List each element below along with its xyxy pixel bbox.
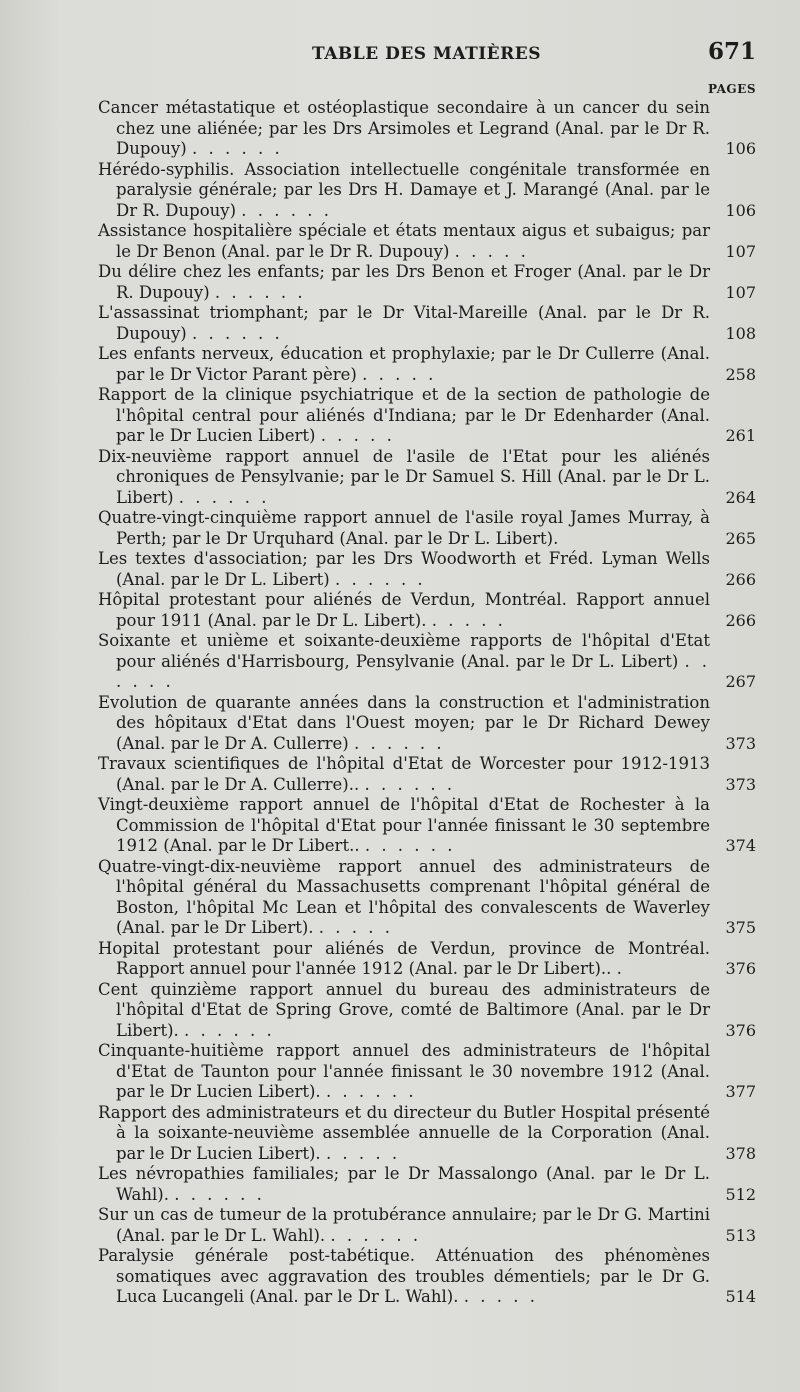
toc-entry [98, 303, 756, 344]
toc-entry [98, 980, 756, 1042]
leader-dots: . . . . . [454, 241, 529, 261]
toc-entry [98, 1164, 756, 1205]
entry-title: Soixante et unième et soixante-deuxième rapports de l'hôpital d'Etat pour aliénés d'Harrisbourg, Pensylvanie (Anal. par le Dr L. Libert) [98, 631, 710, 671]
toc-entry [98, 1246, 756, 1308]
entry-title: Hôpital protestant pour aliénés de Verdun, Montréal. Rapport annuel pour 1911 (Anal. par le Dr L. Libert). [98, 590, 710, 630]
entry-page: 266 [725, 610, 756, 630]
leader-dots: . . . . . . [364, 774, 456, 794]
table-of-contents [98, 98, 756, 1308]
entry-page: 107 [725, 241, 756, 261]
leader-dots: . . . . . . [330, 1225, 422, 1245]
entry-page: 265 [725, 528, 756, 548]
entry-title: Dix-neuvième rapport annuel de l'asile de l'Etat pour les aliénés chroniques de Pensylvanie; par le Dr Samuel S. Hill (Anal. par le Dr L. Libert) [98, 446, 710, 507]
entry-title: Du délire chez les enfants; par les Drs Benon et Froger (Anal. par le Dr R. Dupouy) [98, 262, 710, 302]
leader-dots: . . . . . . [184, 1020, 275, 1040]
leader-dots: . . . . . [318, 918, 393, 937]
toc-entry [98, 754, 756, 795]
leader-dots: . . . . . [362, 364, 437, 384]
leader-dots: . . . . . . [334, 569, 426, 589]
leader-dots: . . . . . . [325, 1082, 417, 1101]
entry-title: Vingt-deuxième rapport annuel de l'hôpital d'Etat de Rochester à la Commission de l'hôpital d'Etat pour l'année finissant le 30 septembre 1912 (Anal. par le Dr Libert.. [98, 795, 710, 855]
toc-entry [98, 795, 756, 857]
entry-page: 373 [725, 733, 756, 753]
entry-page: 374 [725, 836, 756, 855]
toc-entry [98, 344, 756, 385]
entry-title: Cent quinzième rapport annuel du bureau des administrateurs de l'hôpital d'Etat de Spring Grove, comté de Baltimore (Anal. par le Dr Libert). [98, 979, 710, 1040]
leader-dots: . . . . . . [192, 323, 283, 343]
leader-dots: . . . . . . [116, 651, 710, 691]
entry-page: 108 [725, 323, 756, 343]
page-number: 671 [707, 38, 756, 65]
entry-title: Paralysie générale post-tabétique. Atténuation des phénomènes somatiques avec aggravation des troubles démentiels; par le Dr G. Luca Lucangeli (Anal. par le Dr L. Wahl). [98, 1246, 710, 1306]
entry-page: 376 [725, 959, 756, 978]
leader-dots: . . . . . [431, 610, 506, 630]
entry-title: Assistance hospitalière spéciale et états mentaux aigus et subaigus; par le Dr Benon (Anal. par le Dr R. Dupouy) [98, 221, 710, 261]
leader-dots: . . . . . [320, 426, 395, 445]
entry-title: Rapport de la clinique psychiatrique et de la section de pathologie de l'hôpital central pour aliénés d'Indiana; par le Dr Edenharder (Anal. par le Dr Lucien Libert) [98, 385, 710, 445]
toc-entry [98, 221, 756, 262]
entry-title: Hopital protestant pour aliénés de Verdun, province de Montréal. Rapport annuel pour l'année 1912 (Anal. par le Dr Libert).. [98, 938, 710, 978]
entry-page: 373 [725, 774, 756, 794]
entry-title: Les enfants nerveux, éducation et prophylaxie; par le Dr Cullerre (Anal. par le Dr Victor Parant père) [98, 344, 710, 384]
toc-entry [98, 631, 756, 693]
toc-entry [98, 262, 756, 303]
entry-title: Sur un cas de tumeur de la protubérance annulaire; par le Dr G. Martini (Anal. par le Dr L. Wahl). [98, 1205, 710, 1245]
entry-page: 378 [725, 1143, 756, 1163]
leader-dots: . . . . . . [178, 487, 270, 507]
leader-dots: . . . . . . [174, 1184, 265, 1204]
leader-dots: . [616, 959, 625, 978]
toc-entry [98, 590, 756, 631]
entry-page: 376 [725, 1020, 756, 1040]
entry-title: Hérédo-syphilis. Association intellectuelle congénitale transformée en paralysie générale; par les Drs H. Damaye et J. Marangé (Anal. par le Dr R. Dupouy) [98, 159, 710, 220]
entry-page: 513 [725, 1225, 756, 1245]
entry-page: 106 [725, 139, 756, 158]
entry-page: 514 [725, 1287, 756, 1306]
toc-entry [98, 857, 756, 939]
entry-page: 106 [725, 200, 756, 220]
toc-entry [98, 160, 756, 222]
leader-dots: . . . . . [463, 1287, 538, 1306]
toc-entry [98, 1205, 756, 1246]
entry-title: Cancer métastatique et ostéoplastique secondaire à un cancer du sein chez une aliénée; par les Drs Arsimoles et Legrand (Anal. par le Dr R. Dupouy) [98, 98, 710, 158]
entry-page: 267 [725, 672, 756, 691]
entry-page: 261 [725, 426, 756, 445]
leader-dots: . . . . . . [214, 282, 306, 302]
toc-entry [98, 549, 756, 590]
entry-page: 512 [725, 1184, 756, 1204]
entry-page: 266 [725, 569, 756, 589]
entry-title: Cinquante-huitième rapport annuel des administrateurs de l'hôpital d'Etat de Taunton pour l'année finissant le 30 novembre 1912 (Anal. par le Dr Lucien Libert). [98, 1041, 710, 1101]
running-title: TABLE DES MATIÈRES [312, 44, 542, 64]
pages-column-label: PAGES [707, 82, 756, 96]
entry-title: Travaux scientifiques de l'hôpital d'Etat de Worcester pour 1912-1913 (Anal. par le Dr A. Cullerre).. [98, 754, 710, 794]
entry-title: Les textes d'association; par les Drs Woodworth et Fréd. Lyman Wells (Anal. par le Dr L. Libert) [98, 549, 710, 589]
entry-page: 377 [725, 1082, 756, 1101]
leader-dots: . . . . . . [241, 200, 332, 220]
leader-dots: . . . . . [325, 1143, 401, 1163]
toc-entry [98, 693, 756, 755]
toc-entry [98, 385, 756, 447]
page-header [98, 34, 756, 74]
entry-title: Evolution de quarante années dans la construction et l'administration des hôpitaux d'Etat dans l'Ouest moyen; par le Dr Richard Dewey (Anal. par le Dr A. Cullerre) [98, 692, 710, 753]
entry-page: 258 [725, 364, 756, 384]
toc-entry [98, 1103, 756, 1165]
entry-page: 264 [725, 487, 756, 507]
entry-title: Rapport des administrateurs et du directeur du Butler Hospital présenté à la soixante-neuvième assemblée annuelle de la Corporation (Anal. par le Dr Lucien Libert). [98, 1102, 710, 1163]
entry-title: Les névropathies familiales; par le Dr Massalongo (Anal. par le Dr L. Wahl). [98, 1164, 710, 1204]
entry-title: L'assassinat triomphant; par le Dr Vital-Mareille (Anal. par le Dr R. Dupouy) [98, 303, 710, 343]
leader-dots: . . . . . . [353, 733, 445, 753]
entry-page: 375 [725, 918, 756, 937]
toc-entry [98, 1041, 756, 1103]
toc-entry [98, 447, 756, 509]
toc-entry [98, 98, 756, 160]
toc-entry [98, 508, 756, 549]
entry-page: 107 [725, 282, 756, 302]
leader-dots: . . . . . . [192, 139, 283, 158]
toc-entry [98, 939, 756, 980]
leader-dots: . . . . . . [364, 836, 456, 855]
entry-title: Quatre-vingt-dix-neuvième rapport annuel des administrateurs de l'hôpital général du Massachusetts comprenant l'hôpital général de Boston, l'hôpital Mc Lean et l'hôpital des convalescents de Waverley (Anal. par le Dr Libert). [98, 856, 710, 937]
entry-title: Quatre-vingt-cinquième rapport annuel de l'asile royal James Murray, à Perth; par le Dr Urquhard (Anal. par le Dr L. Libert). [98, 508, 710, 548]
